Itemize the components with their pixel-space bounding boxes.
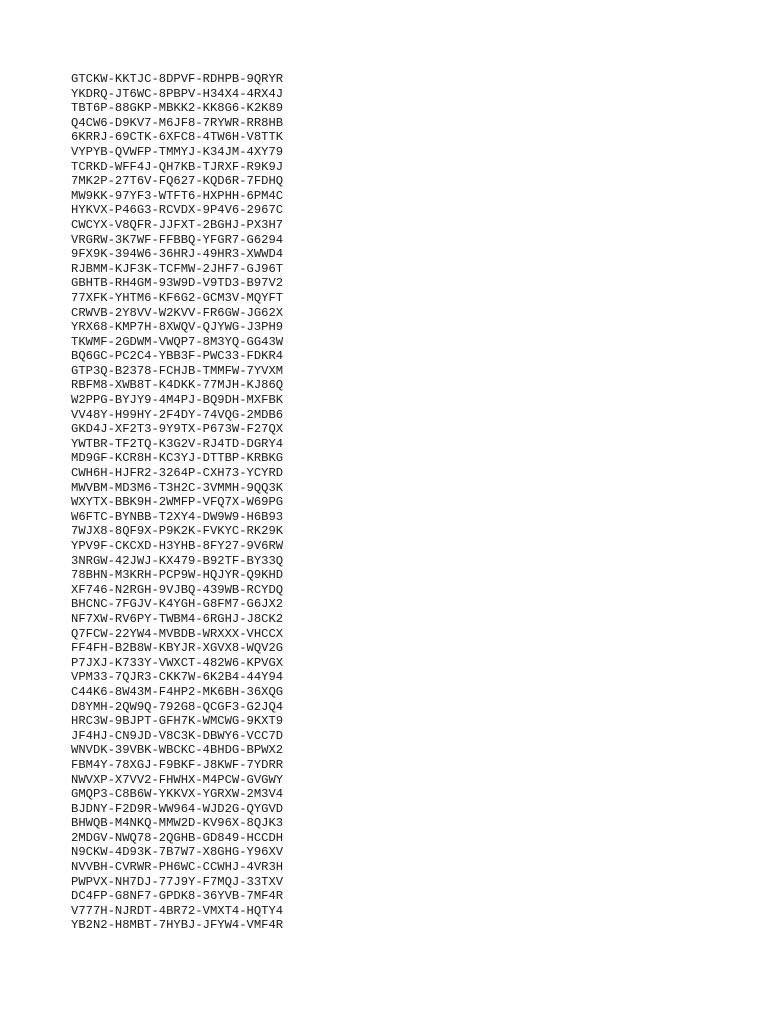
- key-line: DC4FP-G8NF7-GPDK8-36YVB-7MF4R: [71, 889, 284, 904]
- key-line: VV48Y-H99HY-2F4DY-74VQG-2MDB6: [71, 407, 284, 422]
- key-line: GTP3Q-B2378-FCHJB-TMMFW-7YVXM: [71, 363, 284, 378]
- key-line: TCRKD-WFF4J-QH7KB-TJRXF-R9K9J: [71, 159, 284, 174]
- key-line: 3NRGW-42JWJ-KX479-B92TF-BY33Q: [71, 553, 284, 568]
- key-line: P7JXJ-K733Y-VWXCT-482W6-KPVGX: [71, 655, 284, 670]
- key-line: YKDRQ-JT6WC-8PBPV-H34X4-4RX4J: [71, 86, 284, 101]
- key-line: BQ6GC-PC2C4-YBB3F-PWC33-FDKR4: [71, 349, 284, 364]
- key-line: 2MDGV-NWQ78-2QGHB-GD849-HCCDH: [71, 830, 284, 845]
- key-line: BJDNY-F2D9R-WW964-WJD2G-QYGVD: [71, 801, 284, 816]
- key-line: BHCNC-7FGJV-K4YGH-G8FM7-G6JX2: [71, 597, 284, 612]
- key-line: C44K6-8W43M-F4HP2-MK6BH-36XQG: [71, 684, 284, 699]
- key-line: N9CKW-4D93K-7B7W7-X8GHG-Y96XV: [71, 845, 284, 860]
- key-line: CRWVB-2Y8VV-W2KVV-FR6GW-JG62X: [71, 305, 284, 320]
- key-line: RBFM8-XWB8T-K4DKK-77MJH-KJ86Q: [71, 378, 284, 393]
- key-line: HYKVX-P46G3-RCVDX-9P4V6-2967C: [71, 203, 284, 218]
- key-line: 77XFK-YHTM6-KF6G2-GCM3V-MQYFT: [71, 290, 284, 305]
- key-line: MWVBM-MD3M6-T3H2C-3VMMH-9QQ3K: [71, 480, 284, 495]
- key-line: JF4HJ-CN9JD-V8C3K-DBWY6-VCC7D: [71, 728, 284, 743]
- key-line: 9FX9K-394W6-36HRJ-49HR3-XWWD4: [71, 247, 284, 262]
- key-line: TBT6P-88GKP-MBKK2-KK8G6-K2K89: [71, 101, 284, 116]
- key-line: HRC3W-9BJPT-GFH7K-WMCWG-9KXT9: [71, 714, 284, 729]
- key-line: 7WJX8-8QF9X-P9K2K-FVKYC-RK29K: [71, 524, 284, 539]
- key-line: FF4FH-B2B8W-KBYJR-XGVX8-WQV2G: [71, 641, 284, 656]
- key-line: YRX68-KMP7H-8XWQV-QJYWG-J3PH9: [71, 320, 284, 335]
- key-line: GMQP3-C8B6W-YKKVX-YGRXW-2M3V4: [71, 787, 284, 802]
- key-line: 78BHN-M3KRH-PCP9W-HQJYR-Q9KHD: [71, 568, 284, 583]
- key-line: WXYTX-BBK9H-2WMFP-VFQ7X-W69PG: [71, 495, 284, 510]
- key-line: Q4CW6-D9KV7-M6JF8-7RYWR-RR8HB: [71, 115, 284, 130]
- key-line: W6FTC-BYNBB-T2XY4-DW9W9-H6B93: [71, 509, 284, 524]
- key-line: Q7FCW-22YW4-MVBDB-WRXXX-VHCCX: [71, 626, 284, 641]
- key-line: VPM33-7QJR3-CKK7W-6K2B4-44Y94: [71, 670, 284, 685]
- key-line: RJBMM-KJF3K-TCFMW-2JHF7-GJ96T: [71, 261, 284, 276]
- key-line: CWCYX-V8QFR-JJFXT-2BGHJ-PX3H7: [71, 217, 284, 232]
- key-line: CWH6H-HJFR2-3264P-CXH73-YCYRD: [71, 466, 284, 481]
- key-line: GTCKW-KKTJC-8DPVF-RDHPB-9QRYR: [71, 72, 284, 86]
- key-line: V777H-NJRDT-4BR72-VMXT4-HQTY4: [71, 903, 284, 918]
- key-line: GBHTB-RH4GM-93W9D-V9TD3-B97V2: [71, 276, 284, 291]
- key-line: PWPVX-NH7DJ-77J9Y-F7MQJ-33TXV: [71, 874, 284, 889]
- key-list: [71, 72, 283, 933]
- key-line: FBM4Y-78XGJ-F9BKF-J8KWF-7YDRR: [71, 757, 284, 772]
- key-line: WNVDK-39VBK-WBCKC-4BHDG-BPWX2: [71, 743, 284, 758]
- key-line: XF746-N2RGH-9VJBQ-439WB-RCYDQ: [71, 582, 284, 597]
- key-line: GKD4J-XF2T3-9Y9TX-P673W-F27QX: [71, 422, 284, 437]
- key-line: NWVXP-X7VV2-FHWHX-M4PCW-GVGWY: [71, 772, 284, 787]
- key-line: NVVBH-CVRWR-PH6WC-CCWHJ-4VR3H: [71, 860, 284, 875]
- key-line: D8YMH-2QW9Q-792G8-QCGF3-G2JQ4: [71, 699, 284, 714]
- key-line: NF7XW-RV6PY-TWBM4-6RGHJ-J8CK2: [71, 611, 284, 626]
- key-line: TKWMF-2GDWM-VWQP7-8M3YQ-GG43W: [71, 334, 284, 349]
- key-line: YPV9F-CKCXD-H3YHB-8FY27-9V6RW: [71, 539, 284, 553]
- key-line: YWTBR-TF2TQ-K3G2V-RJ4TD-DGRY4: [71, 436, 284, 451]
- key-line: 7MK2P-27T6V-FQ627-KQD6R-7FDHQ: [71, 174, 284, 189]
- key-line: BHWQB-M4NKQ-MMW2D-KV96X-8QJK3: [71, 816, 284, 831]
- key-line: YB2N2-H8MBT-7HYBJ-JFYW4-VMF4R: [71, 918, 284, 933]
- key-line: W2PPG-BYJY9-4M4PJ-BQ9DH-MXFBK: [71, 393, 284, 408]
- key-line: VRGRW-3K7WF-FFBBQ-YFGR7-G6294: [71, 232, 284, 247]
- key-line: MW9KK-97YF3-WTFT6-HXPHH-6PM4C: [71, 188, 284, 203]
- key-line: 6KRRJ-69CTK-6XFC8-4TW6H-V8TTK: [71, 130, 284, 145]
- key-line: VYPYB-QVWFP-TMMYJ-K34JM-4XY79: [71, 144, 284, 159]
- key-line: MD9GF-KCR8H-KC3YJ-DTTBP-KRBKG: [71, 451, 284, 466]
